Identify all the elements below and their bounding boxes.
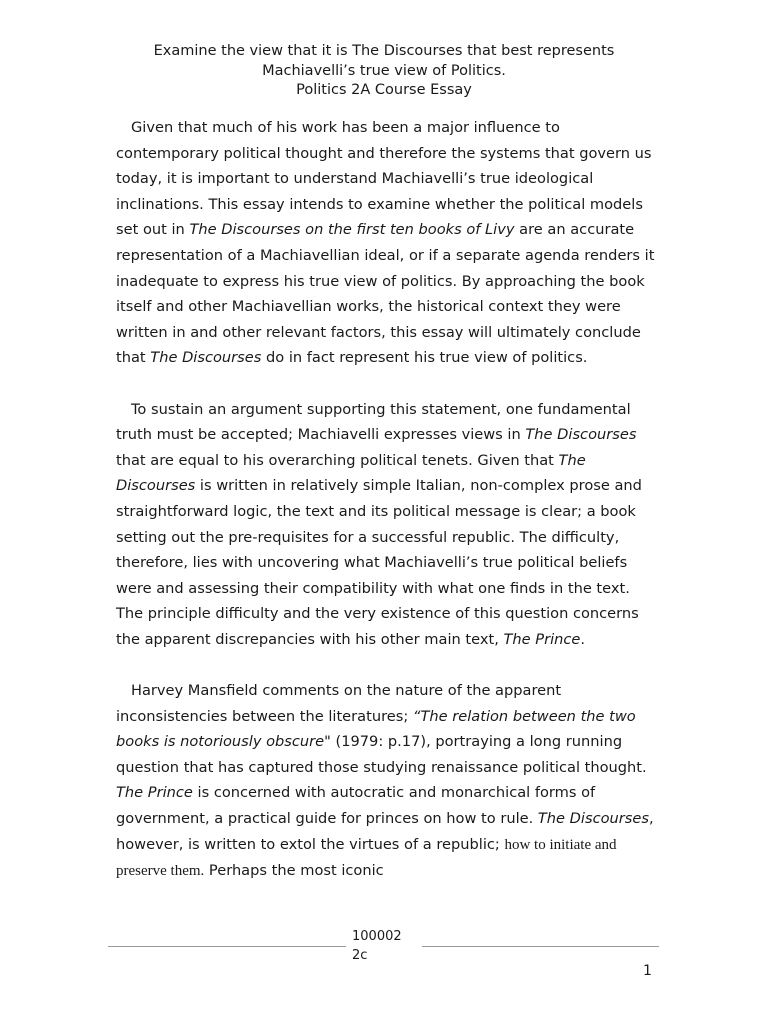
italic-run: The Discourses [116, 451, 586, 495]
italic-run: “The relation between the two books is notoriously obscure" [116, 707, 636, 751]
italic-run: The Discourses [525, 426, 637, 444]
text-run: are an accurate representation of a Machiavellian ideal, or if a separate agenda renders it inadequate to express his true view of politics. By approaching the book itself and other Machiavellian works, the historical context they were written in and other relevant factors, this essay will ultimately conclude that [116, 221, 655, 367]
paragraph-1 [116, 115, 656, 371]
italic-run: The Prince [116, 784, 193, 802]
title-line-2: Machiavelli’s true view of Politics. [262, 62, 506, 79]
serif-run: how to initiate and preserve them. [116, 836, 617, 880]
text-run: that are equal to his overarching political tenets. Given that [116, 451, 559, 469]
essay-title [100, 42, 668, 101]
text-run: (1979: p.17), portraying a long running question that has captured those studying renaissance political thought. [116, 733, 647, 776]
title-line-3: Politics 2A Course Essay [296, 82, 472, 98]
footer-id-line-1: 100002 [352, 929, 402, 944]
text-run: Given that much of his work has been a major influence to contemporary political thought and therefore the systems that govern us today, it is important to understand Machiavelli’s true ideological inclinations. This essay intends to examine whether the political models set out in [116, 119, 652, 239]
footer-student-id [352, 927, 402, 965]
paragraph-3 [116, 678, 656, 885]
text-run: Perhaps the most iconic [204, 862, 384, 880]
paragraph-2 [116, 397, 656, 653]
title-line-1: Examine the view that it is The Discourses that best represents [153, 43, 615, 59]
italic-run: The Discourses on the first ten books of Livy [189, 221, 515, 239]
text-run: To sustain an argument supporting this statement, one fundamental truth must be accepted; Machiavelli expresses views in [116, 400, 631, 444]
page-number: 1 [643, 963, 652, 979]
text-run: , however, is written to extol the virtues of a republic; [116, 810, 654, 853]
text-run: . [580, 630, 586, 648]
footer-rule-right [422, 946, 659, 947]
footer-id-line-2: 2c [352, 948, 368, 963]
italic-run: The Discourses [537, 810, 649, 828]
text-run: is written in relatively simple Italian, non-complex prose and straightforward logic, the text and its political message is clear; a book setting out the pre-requisites for a successful republic. The difficulty, therefore, lies with uncovering what Machiavelli’s true political beliefs were and assessing their compatibility with what one finds in the text. The principle difficulty and the very existence of this question concerns the apparent discrepancies with his other main text, [116, 477, 642, 648]
italic-run: The Discourses [150, 349, 262, 367]
essay-body [116, 115, 656, 910]
text-run: do in fact represent his true view of politics. [261, 349, 588, 367]
text-run: is concerned with autocratic and monarchical forms of government, a practical guide for princes on how to rule. [116, 784, 596, 828]
footer-rule-left [108, 946, 346, 947]
italic-run: The Prince [503, 630, 581, 648]
text-run: Harvey Mansfield comments on the nature of the apparent inconsistencies between the literatures; [116, 682, 562, 725]
